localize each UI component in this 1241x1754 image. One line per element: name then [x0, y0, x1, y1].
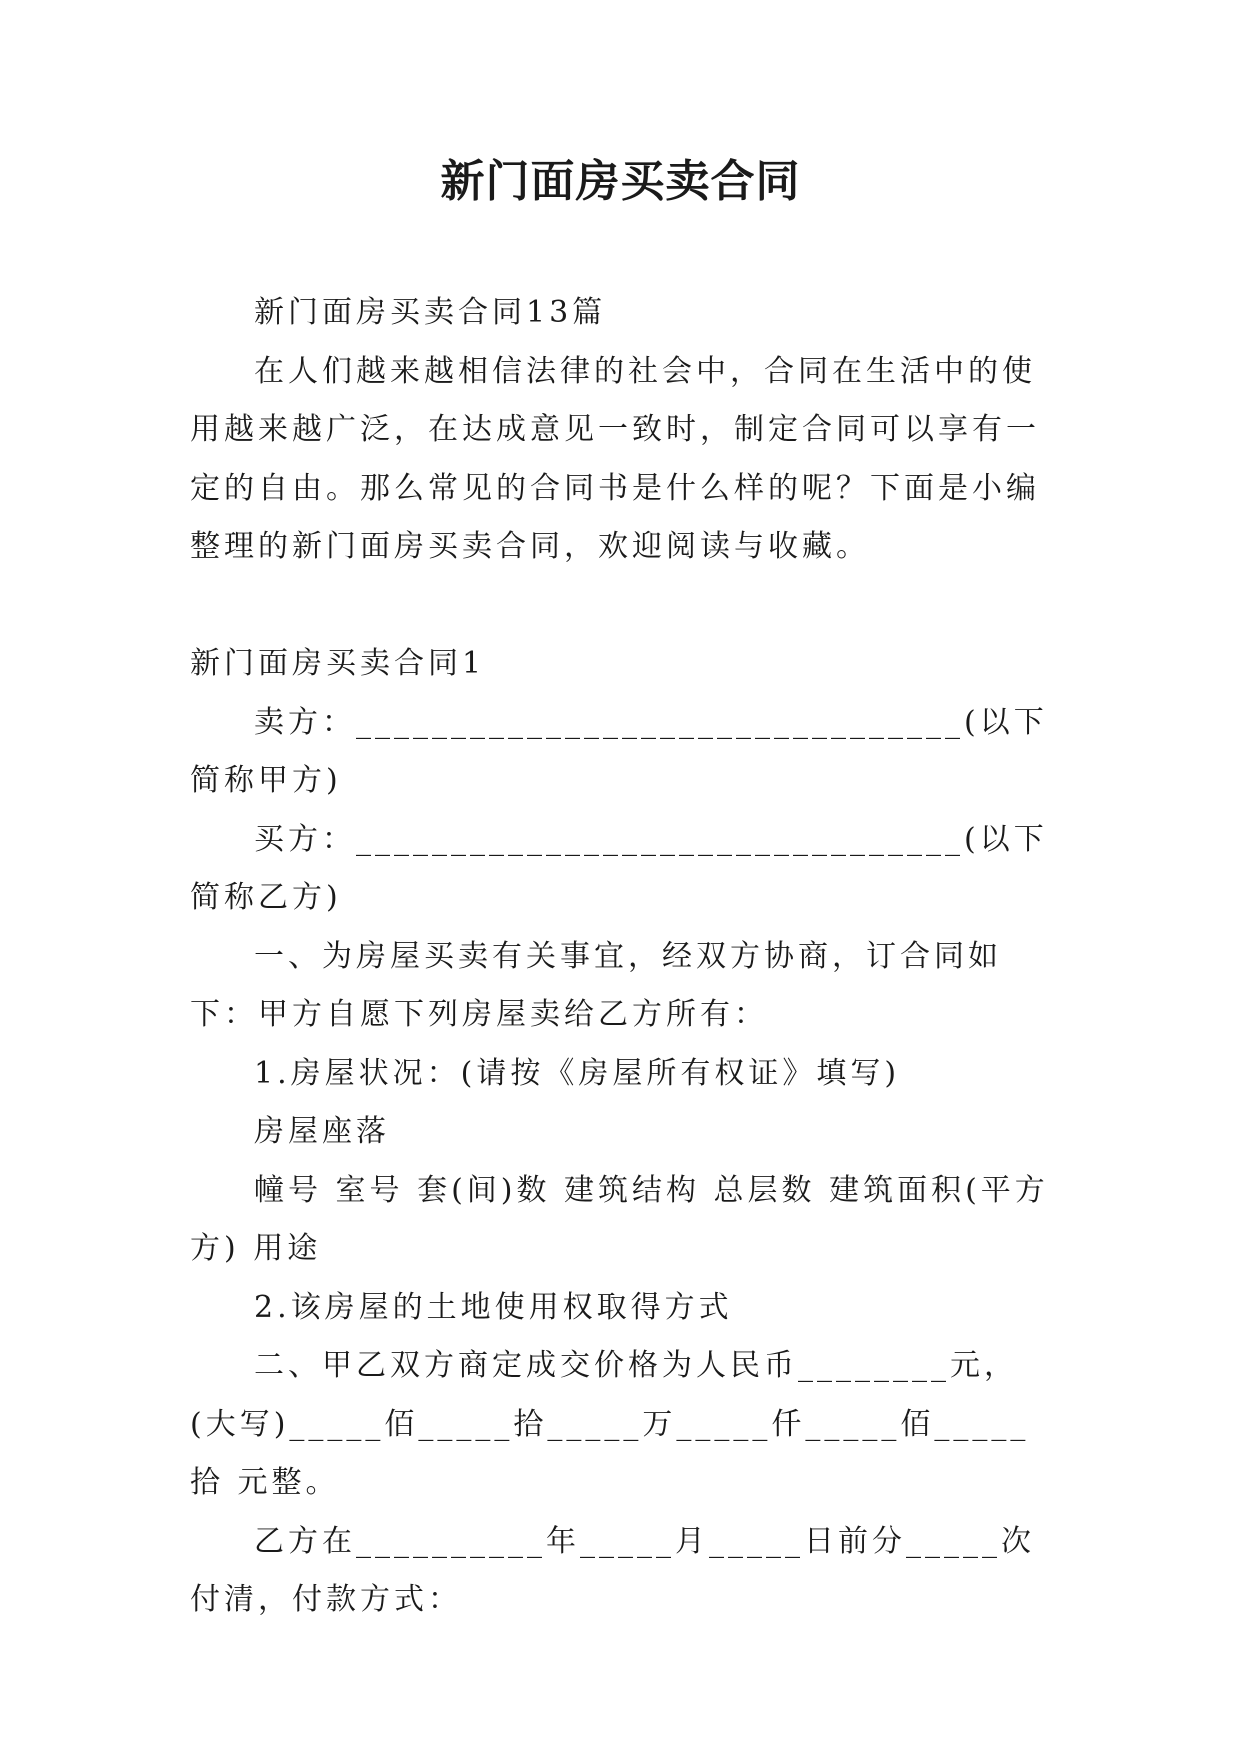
paragraph-intro-heading: 新门面房买卖合同13篇 — [254, 295, 607, 330]
paragraph-house-status: 1.房屋状况：(请按《房屋所有权证》填写) — [254, 1055, 901, 1091]
document-body — [190, 284, 1050, 1630]
paragraph-payment: 乙方在__________年_____月_____日前分_____次付清，付款方式： — [190, 1523, 1035, 1617]
paragraph-house-fields: 幢号 室号 套(间)数 建筑结构 总层数 建筑面积(平方方) 用途 — [190, 1172, 1049, 1266]
paragraph-gap — [190, 577, 1050, 636]
paragraph-buyer: 买方：________________________________(以下简称乙方) — [190, 821, 1048, 915]
paragraph-house-location: 房屋座落 — [254, 1114, 390, 1149]
document-title: 新门面房买卖合同 — [440, 156, 801, 207]
paragraph-intro: 在人们越来越相信法律的社会中，合同在生活中的使用越来越广泛，在达成意见一致时，制定合同可以享有一定的自由。那么常见的合同书是什么样的呢？下面是小编整理的新门面房买卖合同，欢迎阅读与收藏。 — [190, 353, 1040, 564]
paragraph-land-use: 2.该房屋的土地使用权取得方式 — [254, 1289, 733, 1325]
paragraph-price: 二、甲乙双方商定成交价格为人民币________元，(大写)_____佰_____拾_____万_____仟_____佰_____拾 元整。 — [190, 1348, 1030, 1500]
paragraph-clause-1: 一、为房屋买卖有关事宜，经双方协商，订合同如下：甲方自愿下列房屋卖给乙方所有： — [190, 938, 1002, 1032]
section-heading: 新门面房买卖合同1 — [190, 646, 486, 681]
paragraph-seller: 卖方：________________________________(以下简称甲方) — [190, 704, 1048, 798]
